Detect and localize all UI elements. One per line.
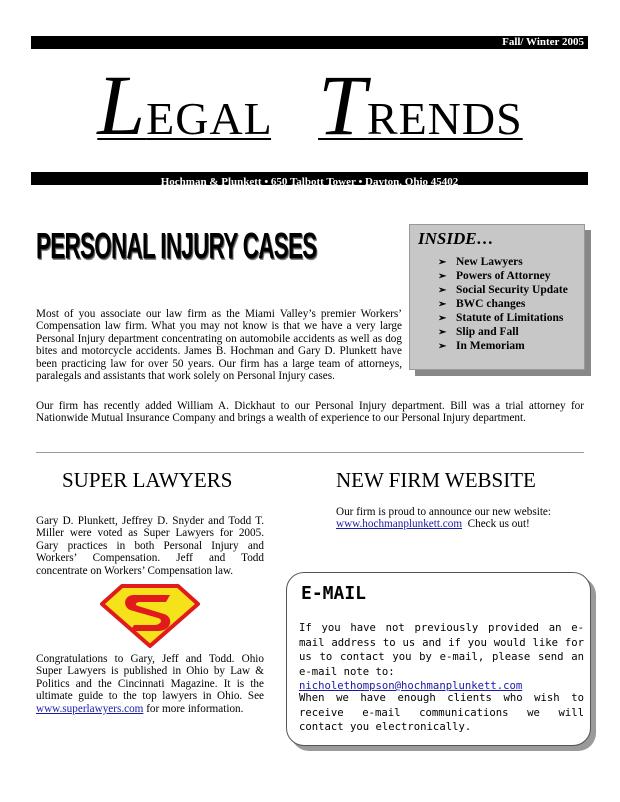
website-text: Our firm is proud to announce our new website: [336, 506, 551, 518]
super-lawyers-heading: SUPER LAWYERS [62, 468, 233, 492]
super-lawyers-paragraph-2 [36, 653, 264, 715]
superlawyers-link[interactable]: www.superlawyers.com [36, 702, 144, 715]
title-rest-trends: RENDS [366, 93, 523, 144]
inside-item-label: In Memoriam [456, 340, 525, 352]
inside-item-label: Statute of Limitations [456, 312, 564, 324]
super-lawyers-paragraph-1: Gary D. Plunkett, Jeffrey D. Snyder and Todd T. Miller were voted as Super Lawyers for 2005. Gary practices in both Personal Injury and Workers’ Compensation. Jeff and Todd concentrate on Workers’ Compensation law. [36, 515, 264, 577]
inside-item-label: BWC changes [456, 298, 526, 310]
email-heading: E-MAIL [301, 583, 367, 604]
email-text: If you have not previously provided an e-mail address to us and if you would like for us to contact you by e-mail, please send an e-mail note to: [299, 622, 584, 678]
inside-item-label: Powers of Attorney [456, 270, 551, 282]
arrow-bullet-icon: ➢ [438, 285, 447, 296]
inside-item [438, 325, 568, 339]
arrow-bullet-icon: ➢ [438, 299, 447, 310]
inside-item-label: Social Security Update [456, 284, 568, 296]
inside-item [438, 297, 568, 311]
inside-item [438, 311, 568, 325]
website-paragraph [336, 506, 576, 531]
arrow-bullet-icon: ➢ [438, 341, 447, 352]
title-rest-legal: EGAL [146, 93, 272, 144]
inside-item [438, 255, 568, 269]
feature-headline: PERSONAL INJURY CASES [36, 225, 317, 266]
superman-shield-icon [100, 584, 200, 648]
arrow-bullet-icon: ➢ [438, 327, 447, 338]
email-paragraph-2: When we have enough clients who wish to receive e-mail communications we will contact you electronically. [299, 692, 584, 733]
inside-box [409, 224, 585, 370]
title-word-legal [97, 57, 272, 153]
title-cap-l: L [97, 57, 147, 153]
feature-paragraph-1: Most of you associate our law firm as the Miami Valley’s premier Workers’ Compensation law firm. What you may not know is that we have a very large Personal Injury department concentrating on automobile accidents as well as dog bites and motorcycle accidents. James B. Hochman and Gary D. Plunkett have been practicing law for over 50 years. Our firm has a large team of attorneys, paralegals and assistants that work solely on Personal Injury cases. [36, 308, 402, 383]
address-bar [31, 172, 588, 188]
inside-list [438, 255, 568, 353]
arrow-bullet-icon: ➢ [438, 257, 447, 268]
firm-address: Hochman & Plunkett • 650 Talbott Tower • Dayton, Ohio 45402 [160, 176, 459, 188]
website-text-end: Check us out! [467, 518, 530, 531]
title-word-trends [318, 57, 523, 153]
arrow-bullet-icon: ➢ [438, 313, 447, 324]
inside-item [438, 269, 568, 283]
super-lawyers-text: Congratulations to Gary, Jeff and Todd. Ohio Super Lawyers is published in Ohio by Law & Politics and the Cincinnati Magazine. It is the ultimate guide to the top lawyers in Ohio. See [36, 653, 264, 703]
season-label: Fall/ Winter 2005 [502, 36, 584, 48]
title-cap-t: T [318, 57, 367, 153]
inside-item-label: New Lawyers [456, 256, 523, 268]
website-heading: NEW FIRM WEBSITE [336, 468, 536, 492]
section-divider [36, 452, 584, 453]
firm-website-link[interactable]: www.hochmanplunkett.com [336, 518, 463, 531]
email-address-link[interactable]: nicholethompson@hochmanplunkett.com [299, 680, 523, 692]
email-paragraph-1 [299, 621, 584, 694]
inside-title: INSIDE… [418, 229, 494, 248]
season-bar [31, 36, 588, 49]
inside-item-label: Slip and Fall [456, 326, 519, 338]
email-box [286, 572, 591, 746]
newsletter-title [0, 57, 620, 162]
inside-item [438, 339, 568, 353]
inside-item [438, 283, 568, 297]
arrow-bullet-icon: ➢ [438, 271, 447, 282]
super-lawyers-text-end: for more information. [146, 702, 244, 715]
feature-paragraph-2: Our firm has recently added William A. Dickhaut to our Personal Injury department. Bill was a trial attorney for Nationwide Mutual Insurance Company and brings a wealth of experience to our Personal Injury department. [36, 400, 584, 425]
